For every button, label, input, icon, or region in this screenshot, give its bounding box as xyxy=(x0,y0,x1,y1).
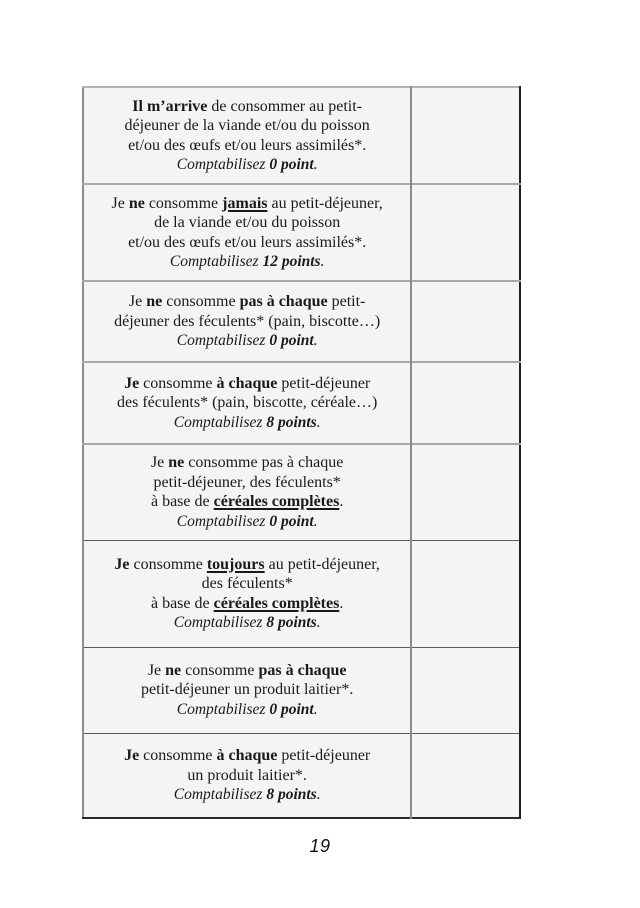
answer-box[interactable] xyxy=(411,362,520,444)
score-points: 12 points xyxy=(262,253,321,270)
emphasis-text: toujours xyxy=(206,555,265,573)
statement-line xyxy=(84,393,410,413)
emphasis-text: à chaque xyxy=(216,747,278,764)
score-instruction xyxy=(84,331,410,351)
emphasis-text: Je xyxy=(124,747,140,764)
statement-cell xyxy=(83,733,411,818)
statement-text: de la viande et/ou du poisson xyxy=(154,214,341,231)
score-label: Comptabilisez xyxy=(173,413,267,431)
score-end: . xyxy=(320,253,325,270)
statement-cell xyxy=(83,647,411,733)
emphasis-text: ne xyxy=(146,293,163,311)
statement-text: et/ou des œufs et/ou leurs assimilés*. xyxy=(128,233,367,251)
score-instruction xyxy=(84,252,410,272)
table-row xyxy=(83,444,520,540)
statement-text: consomme pas à chaque xyxy=(184,454,344,472)
statement-text: Je xyxy=(150,454,169,472)
answer-box[interactable] xyxy=(411,281,520,362)
emphasis-text: Je xyxy=(124,374,140,392)
score-instruction xyxy=(84,700,410,720)
statement-cell xyxy=(83,540,411,647)
answer-box[interactable] xyxy=(411,733,520,818)
statement-cell xyxy=(83,444,411,540)
answer-box[interactable] xyxy=(411,87,520,184)
statement-text: consomme xyxy=(144,194,223,212)
statement-text: petit-déjeuner un produit laitier*. xyxy=(140,681,354,699)
emphasis-text: céréales complètes xyxy=(213,493,340,511)
emphasis-text: ne xyxy=(128,194,145,212)
score-instruction xyxy=(84,155,410,175)
statement-line xyxy=(84,374,410,394)
statement-text: au petit-déjeuner, xyxy=(264,555,380,573)
statement-line xyxy=(84,97,410,117)
score-points: 0 point xyxy=(269,512,314,530)
statement-line xyxy=(84,766,410,786)
statement-cell xyxy=(83,184,411,281)
statement-line xyxy=(84,746,410,766)
table-row xyxy=(83,540,520,647)
statement-line xyxy=(84,194,410,214)
score-instruction xyxy=(84,512,410,532)
emphasis-text: jamais xyxy=(222,194,268,212)
score-label: Comptabilisez xyxy=(176,512,270,530)
statement-text: de consommer au petit- xyxy=(207,97,362,115)
statement-text: consomme xyxy=(139,374,217,392)
statement-line xyxy=(84,233,410,253)
page-number: 19 xyxy=(309,836,331,856)
emphasis-text: Il m’arrive xyxy=(132,97,208,115)
table-row xyxy=(83,87,520,184)
statement-text: Je xyxy=(147,661,166,679)
statement-text: et/ou des œufs et/ou leurs assimilés*. xyxy=(128,136,367,154)
score-points: 8 points xyxy=(266,614,317,631)
statement-line xyxy=(84,680,410,700)
score-label: Comptabilisez xyxy=(176,332,270,350)
score-end: . xyxy=(316,413,321,431)
table-row xyxy=(83,362,520,444)
statement-text: au petit-déjeuner, xyxy=(267,194,383,212)
statement-text: petit-déjeuner, des féculents* xyxy=(153,473,341,491)
statement-text: déjeuner des féculents* (pain, biscotte…) xyxy=(114,312,381,330)
score-points: 0 point xyxy=(269,332,314,350)
table-row xyxy=(83,184,520,281)
statement-cell xyxy=(83,281,411,362)
statement-cell xyxy=(83,362,411,444)
score-points: 8 points xyxy=(266,413,317,431)
statement-line xyxy=(84,213,410,233)
statement-text: Je xyxy=(111,194,129,212)
score-instruction xyxy=(84,413,410,433)
emphasis-text: ne xyxy=(165,661,182,679)
statement-text: des féculents* xyxy=(201,575,293,592)
statement-text: des féculents* (pain, biscotte, céréale…) xyxy=(116,394,378,412)
answer-box[interactable] xyxy=(411,444,520,540)
score-label: Comptabilisez xyxy=(173,786,267,803)
statement-text: déjeuner de la viande et/ou du poisson xyxy=(124,117,370,134)
score-label: Comptabilisez xyxy=(176,700,270,718)
score-end: . xyxy=(313,700,318,718)
score-end: . xyxy=(316,614,321,631)
score-label: Comptabilisez xyxy=(173,614,267,631)
score-label: Comptabilisez xyxy=(176,156,270,173)
score-end: . xyxy=(313,332,318,350)
score-end: . xyxy=(316,786,321,803)
statement-text: petit-déjeuner xyxy=(277,747,371,764)
statement-line xyxy=(84,473,410,493)
statement-text: consomme xyxy=(162,293,240,311)
statement-line xyxy=(84,555,410,575)
score-end: . xyxy=(313,156,318,173)
statement-text: Je xyxy=(128,293,147,311)
statement-text: consomme xyxy=(181,661,259,679)
score-instruction xyxy=(84,613,410,633)
emphasis-text: ne xyxy=(168,454,185,472)
score-end: . xyxy=(313,512,318,530)
statement-line xyxy=(84,116,410,136)
emphasis-text: Je xyxy=(114,555,130,573)
emphasis-text: pas à chaque xyxy=(239,293,328,311)
score-points: 0 point xyxy=(269,156,314,173)
statement-cell xyxy=(83,87,411,184)
answer-box[interactable] xyxy=(411,540,520,647)
table-body xyxy=(83,87,520,818)
statement-line xyxy=(84,312,410,332)
table-row xyxy=(83,281,520,362)
statement-line xyxy=(84,492,410,512)
answer-box[interactable] xyxy=(411,647,520,733)
statement-text: consomme xyxy=(139,747,217,764)
statement-line xyxy=(84,292,410,312)
answer-box[interactable] xyxy=(411,184,520,281)
statement-line xyxy=(84,453,410,473)
emphasis-text: pas à chaque xyxy=(258,661,347,679)
statement-text: . xyxy=(339,493,344,511)
breakfast-score-table xyxy=(82,86,521,819)
score-instruction xyxy=(84,785,410,805)
statement-text: petit- xyxy=(327,293,366,311)
statement-text: petit-déjeuner xyxy=(277,374,371,392)
statement-text: consomme xyxy=(129,555,207,573)
table-row xyxy=(83,733,520,818)
statement-line xyxy=(84,136,410,156)
statement-text: à base de xyxy=(150,594,214,612)
statement-line xyxy=(84,574,410,594)
emphasis-text: à chaque xyxy=(216,374,278,392)
statement-text: un produit laitier*. xyxy=(187,766,307,784)
score-label: Comptabilisez xyxy=(169,253,263,270)
statement-line xyxy=(84,594,410,614)
emphasis-text: céréales complètes xyxy=(213,594,340,612)
score-points: 0 point xyxy=(269,700,314,718)
table-row xyxy=(83,647,520,733)
statement-line xyxy=(84,661,410,681)
score-points: 8 points xyxy=(266,786,317,803)
statement-text: à base de xyxy=(150,493,214,511)
statement-text: . xyxy=(339,594,344,612)
